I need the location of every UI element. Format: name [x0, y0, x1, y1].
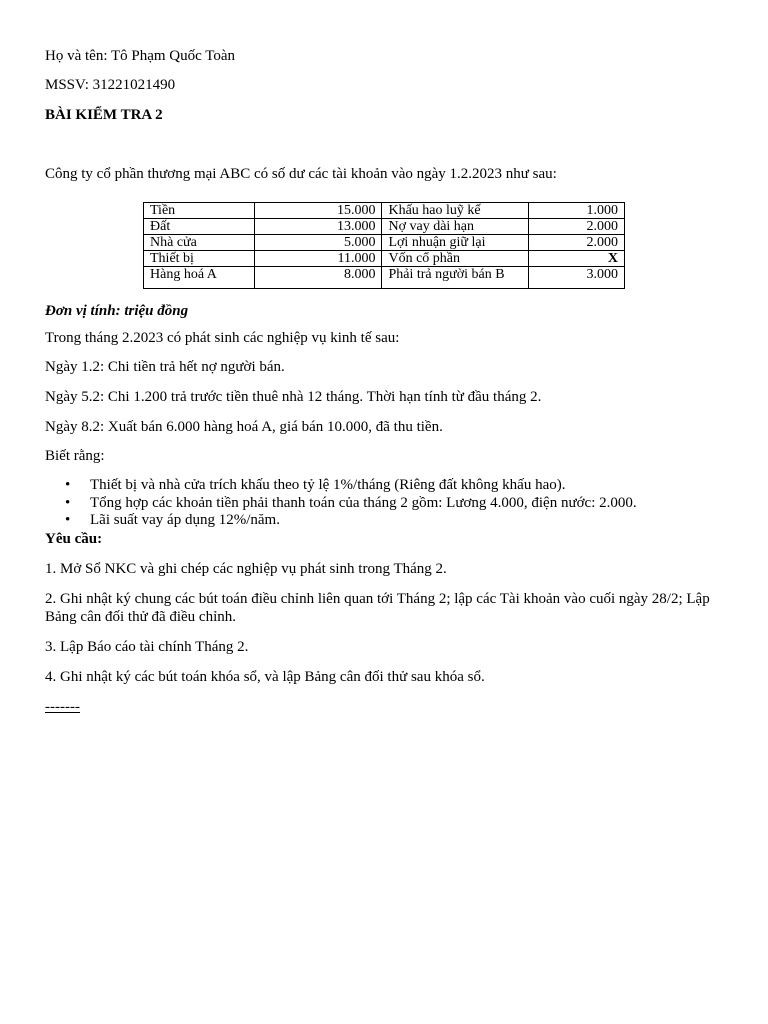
account-name: Khấu hao luỹ kế	[382, 203, 528, 219]
bullet-icon: •	[65, 477, 71, 493]
account-value: 8.000	[255, 267, 382, 289]
requirement-item: 1. Mở Sổ NKC và ghi chép các nghiệp vụ phát sinh trong Tháng 2.	[45, 561, 447, 577]
account-value: 2.000	[528, 219, 624, 235]
account-name: Nợ vay dài hạn	[382, 219, 528, 235]
student-id: MSSV: 31221021490	[45, 77, 176, 93]
account-name: Vốn cổ phần	[382, 251, 528, 267]
account-name: Hàng hoá A	[144, 267, 255, 289]
requirement-item: 2. Ghi nhật ký chung các bút toán điều chỉnh liên quan tới Tháng 2; lập các Tài khoản vào cuối ngày 28/2; Lập Bảng cân đối thử đã điều chỉnh.	[45, 591, 710, 625]
requirement-item: 4. Ghi nhật ký các bút toán khóa sổ, và lập Bảng cân đối thử sau khóa sổ.	[45, 669, 485, 685]
bullet-icon: •	[65, 512, 71, 528]
account-value: 11.000	[255, 251, 382, 267]
known-list	[45, 477, 725, 530]
separator-line: -------	[45, 699, 80, 715]
account-name: Đất	[144, 219, 255, 235]
list-item-text: Tổng hợp các khoản tiền phải thanh toán của tháng 2 gồm: Lương 4.000, điện nước: 2.000.	[90, 494, 637, 511]
account-value: 5.000	[255, 235, 382, 251]
transaction-item: Ngày 1.2: Chi tiền trả hết nợ người bán.	[45, 359, 285, 375]
list-item	[45, 512, 725, 530]
account-name: Lợi nhuận giữ lại	[382, 235, 528, 251]
account-value: 2.000	[528, 235, 624, 251]
unit-note: Đơn vị tính: triệu đồng	[45, 303, 189, 319]
table-row	[144, 235, 625, 251]
known-label: Biết rằng:	[45, 448, 105, 464]
bullet-icon: •	[65, 494, 71, 511]
balance-table	[143, 202, 625, 289]
requirement-item: 3. Lập Báo cáo tài chính Tháng 2.	[45, 639, 249, 655]
intro-text: Công ty cổ phần thương mại ABC có số dư các tài khoản vào ngày 1.2.2023 như sau:	[45, 166, 557, 182]
table-row	[144, 267, 625, 289]
transaction-item: Ngày 5.2: Chi 1.200 trả trước tiền thuê nhà 12 tháng. Thời hạn tính từ đầu tháng 2.	[45, 389, 542, 405]
account-name: Nhà cửa	[144, 235, 255, 251]
account-value: 1.000	[528, 203, 624, 219]
transactions-intro: Trong tháng 2.2023 có phát sinh các nghiệp vụ kinh tế sau:	[45, 330, 400, 346]
list-item	[45, 495, 725, 513]
account-name: Tiền	[144, 203, 255, 219]
list-item	[45, 477, 725, 495]
table-row	[144, 203, 625, 219]
account-name: Phải trả người bán B	[382, 267, 528, 289]
table-row	[144, 219, 625, 235]
account-value: 15.000	[255, 203, 382, 219]
account-value: 3.000	[528, 267, 624, 289]
transaction-item: Ngày 8.2: Xuất bán 6.000 hàng hoá A, giá bán 10.000, đã thu tiền.	[45, 419, 443, 435]
account-value: X	[528, 251, 624, 267]
table-row	[144, 251, 625, 267]
list-item-text: Thiết bị và nhà cửa trích khấu theo tỷ lệ 1%/tháng (Riêng đất không khấu hao).	[90, 477, 566, 493]
student-name: Họ và tên: Tô Phạm Quốc Toàn	[45, 48, 236, 64]
page-title: BÀI KIỂM TRA 2	[45, 107, 163, 123]
account-name: Thiết bị	[144, 251, 255, 267]
account-value: 13.000	[255, 219, 382, 235]
list-item-text: Lãi suất vay áp dụng 12%/năm.	[90, 512, 280, 528]
requirements-label: Yêu cầu:	[45, 531, 103, 547]
